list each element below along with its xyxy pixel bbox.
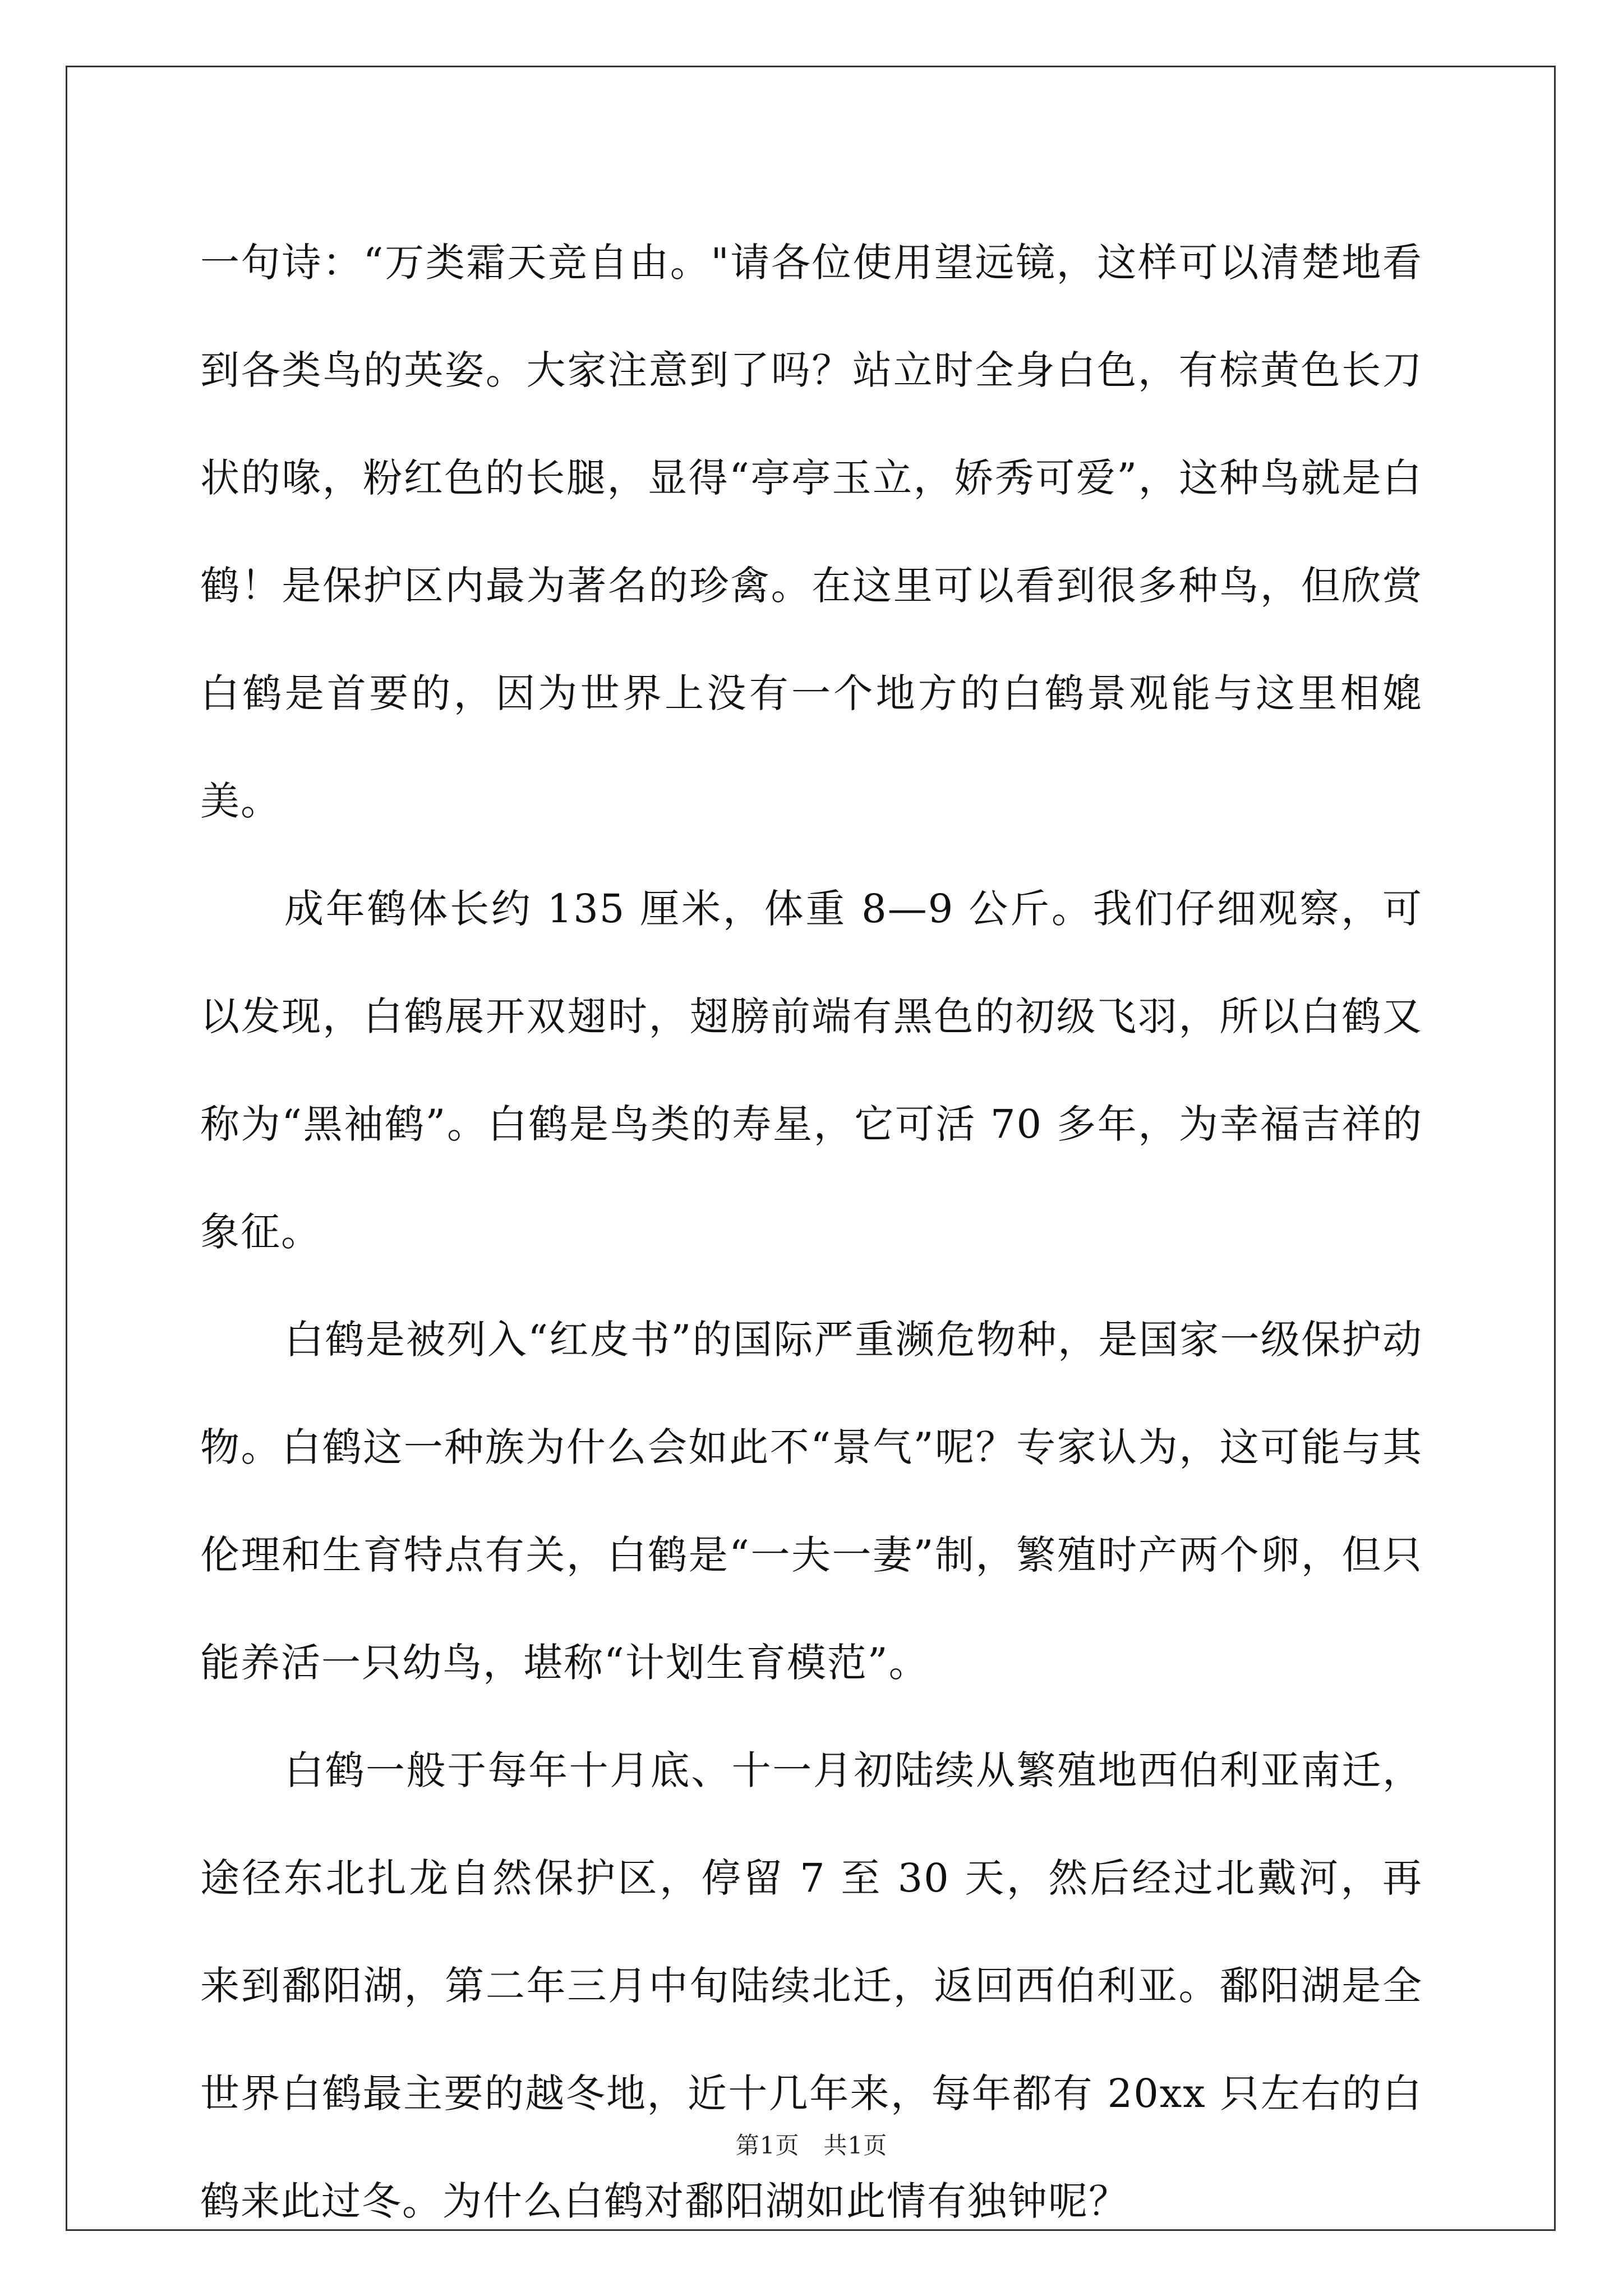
paragraph-3: 白鹤是被列入“红皮书”的国际严重濒危物种，是国家一级保护动物。白鹤这一种族为什么会如此不“景气”呢？专家认为，这可能与其伦理和生育特点有关，白鹤是“一夫一妻”制，繁殖时产两个卵，但只能养活一只幼鸟，堪称“计划生育模范”。 [200, 1317, 1423, 1686]
paragraph-4: 白鹤一般于每年十月底、十一月初陆续从繁殖地西伯利亚南迁，途径东北扎龙自然保护区，停留 7 至 30 天，然后经过北戴河，再来到鄱阳湖，第二年三月中旬陆续北迁，返回西伯利亚。鄱阳湖是全世界白鹤最主要的越冬地，近十几年来，每年都有 20xx 只左右的白鹤来此过冬。为什么白鹤对鄱阳湖如此情有独钟呢？ [200, 1747, 1423, 2224]
document-body [200, 209, 1423, 2255]
page-footer: 第1页 共1页 [735, 2132, 888, 2159]
paragraph-1: 一句诗：“万类霜天竞自由。"请各位使用望远镜，这样可以清楚地看到各类鸟的英姿。大家注意到了吗？站立时全身白色，有棕黄色长刀状的喙，粉红色的长腿，显得“亭亭玉立，娇秀可爱”，这种鸟就是白鹤！是保护区内最为著名的珍禽。在这里可以看到很多种鸟，但欣赏白鹤是首要的，因为世界上没有一个地方的白鹤景观能与这里相媲美。 [200, 240, 1423, 824]
paragraph-2: 成年鹤体长约 135 厘米，体重 8—9 公斤。我们仔细观察，可以发现，白鹤展开双翅时，翅膀前端有黑色的初级飞羽，所以白鹤又称为“黑袖鹤”。白鹤是鸟类的寿星，它可活 70 多年，为幸福吉祥的象征。 [200, 886, 1423, 1255]
